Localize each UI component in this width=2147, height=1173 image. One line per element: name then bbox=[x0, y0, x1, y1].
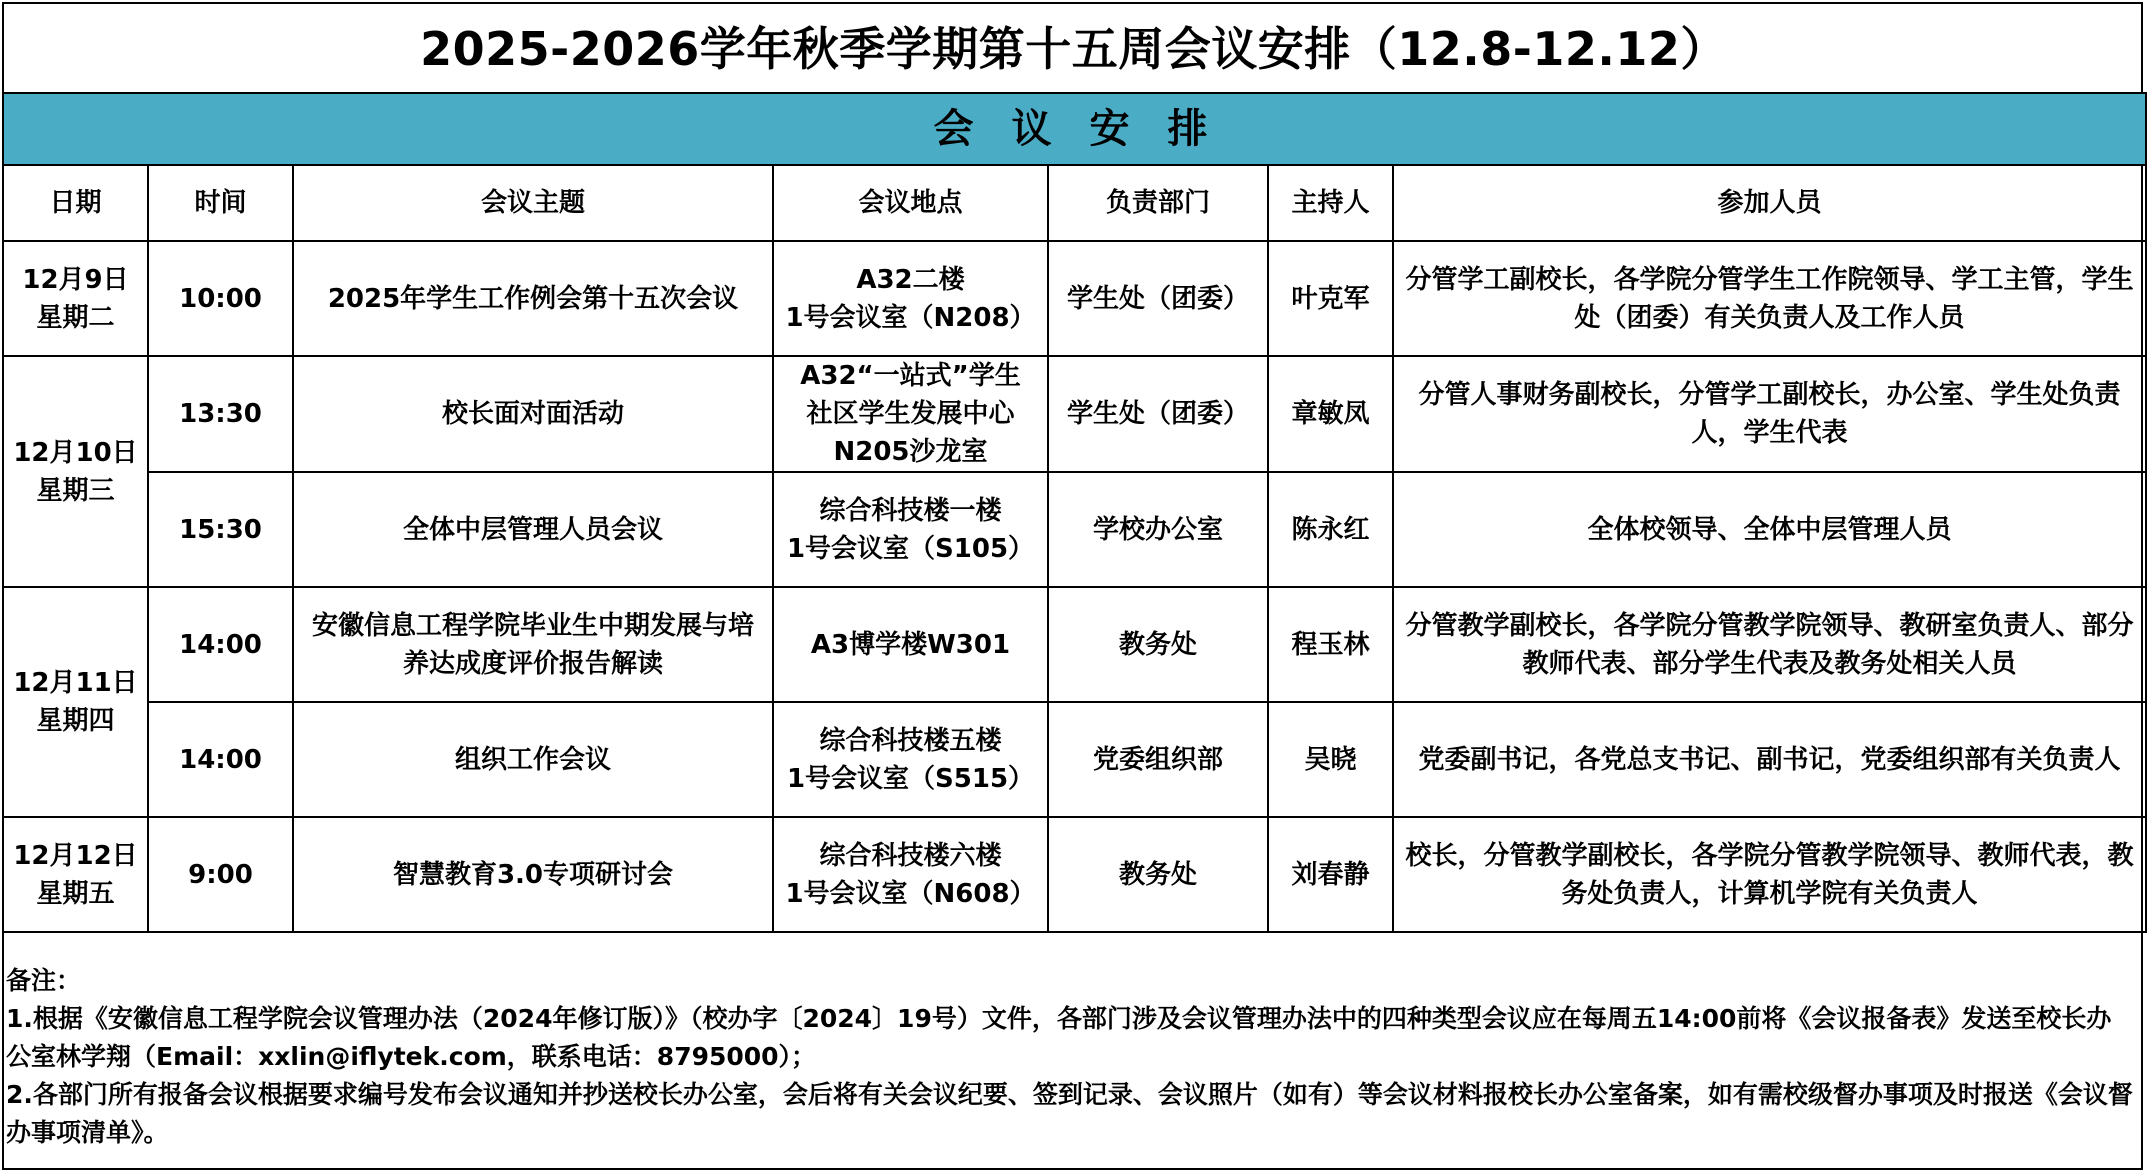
topic-cell: 安徽信息工程学院毕业生中期发展与培养达成度评价报告解读 bbox=[293, 587, 773, 702]
location-cell bbox=[773, 241, 1048, 356]
location-line: A3博学楼W301 bbox=[810, 629, 1011, 660]
table-header-row bbox=[3, 165, 2146, 241]
location-line: 社区学生发展中心 bbox=[806, 399, 1015, 429]
location-cell bbox=[773, 817, 1048, 932]
host-cell: 陈永红 bbox=[1268, 472, 1393, 587]
location-line: 1号会议室（N608） bbox=[785, 878, 1036, 909]
date-text: 12月10日 bbox=[13, 437, 138, 468]
header-date: 日期 bbox=[3, 165, 148, 241]
date-cell bbox=[3, 356, 148, 587]
page-title: 2025-2026学年秋季学期第十五周会议安排（12.8-12.12） bbox=[420, 22, 1727, 76]
table-row bbox=[3, 241, 2146, 356]
topic-cell: 智慧教育3.0专项研讨会 bbox=[293, 817, 773, 932]
time-cell: 14:00 bbox=[148, 587, 293, 702]
time-cell: 9:00 bbox=[148, 817, 293, 932]
weekday-text: 星期三 bbox=[36, 475, 115, 506]
location-line: 综合科技楼六楼 bbox=[819, 840, 1002, 871]
location-line: 1号会议室（S515） bbox=[786, 763, 1035, 794]
department-cell: 教务处 bbox=[1048, 587, 1268, 702]
date-text: 12月9日 bbox=[22, 264, 129, 295]
header-location: 会议地点 bbox=[773, 165, 1048, 241]
table-row bbox=[3, 587, 2146, 702]
attendees-cell: 校长，分管教学副校长，各学院分管教学院领导、教师代表，教务处负责人，计算机学院有关负责人 bbox=[1393, 817, 2146, 932]
date-cell bbox=[3, 241, 148, 356]
location-line: 综合科技楼五楼 bbox=[819, 725, 1002, 756]
host-cell: 章敏凤 bbox=[1268, 356, 1393, 472]
date-text: 12月11日 bbox=[13, 668, 138, 698]
department-cell: 学生处（团委） bbox=[1048, 356, 1268, 472]
location-line: A32二楼 bbox=[856, 264, 965, 295]
time-cell: 10:00 bbox=[148, 241, 293, 356]
date-cell bbox=[3, 587, 148, 817]
table-row bbox=[3, 356, 2146, 472]
header-host: 主持人 bbox=[1268, 165, 1393, 241]
location-cell bbox=[773, 472, 1048, 587]
host-cell: 刘春静 bbox=[1268, 817, 1393, 932]
date-cell bbox=[3, 817, 148, 932]
topic-cell: 组织工作会议 bbox=[293, 702, 773, 817]
host-cell: 吴晓 bbox=[1268, 702, 1393, 817]
topic-cell: 2025年学生工作例会第十五次会议 bbox=[293, 241, 773, 356]
section-banner: 会议安排 bbox=[3, 93, 2146, 165]
attendees-cell: 全体校领导、全体中层管理人员 bbox=[1393, 472, 2146, 587]
location-cell bbox=[773, 356, 1048, 472]
location-line: A32“一站式”学生 bbox=[800, 361, 1021, 391]
note-item: 2.各部门所有报备会议根据要求编号发布会议通知并抄送校长办公室，会后将有关会议纪要、签到记录、会议照片（如有）等会议材料报校长办公室备案，如有需校级督办事项及时报送《会议督办事项清单》。 bbox=[6, 1080, 2133, 1147]
weekday-text: 星期五 bbox=[36, 878, 115, 909]
location-line: N205沙龙室 bbox=[833, 437, 988, 467]
weekday-text: 星期二 bbox=[36, 302, 115, 333]
topic-cell: 全体中层管理人员会议 bbox=[293, 472, 773, 587]
table-row bbox=[3, 472, 2146, 587]
header-attendees: 参加人员 bbox=[1393, 165, 2146, 241]
host-cell: 程玉林 bbox=[1268, 587, 1393, 702]
topic-cell: 校长面对面活动 bbox=[293, 356, 773, 472]
date-text: 12月12日 bbox=[13, 840, 138, 871]
time-cell: 13:30 bbox=[148, 356, 293, 472]
location-line: 综合科技楼一楼 bbox=[819, 495, 1002, 526]
weekday-text: 星期四 bbox=[36, 706, 115, 736]
host-cell: 叶克军 bbox=[1268, 241, 1393, 356]
location-line: 1号会议室（N208） bbox=[785, 302, 1036, 333]
time-cell: 15:30 bbox=[148, 472, 293, 587]
department-cell: 党委组织部 bbox=[1048, 702, 1268, 817]
note-item: 1.根据《安徽信息工程学院会议管理办法（2024年修订版）》（校办字〔2024〕19号）文件，各部门涉及会议管理办法中的四种类型会议应在每周五14:00前将《会议报备表》发送至校长办公室林学翔（Email：xxlin@iflytek.com，联系电话：8795000）； bbox=[6, 1004, 2112, 1071]
header-topic: 会议主题 bbox=[293, 165, 773, 241]
schedule-table bbox=[2, 92, 2147, 933]
notes-heading: 备注： bbox=[6, 966, 82, 995]
department-cell: 学校办公室 bbox=[1048, 472, 1268, 587]
attendees-cell: 分管教学副校长，各学院分管教学院领导、教研室负责人、部分教师代表、部分学生代表及教务处相关人员 bbox=[1393, 587, 2146, 702]
attendees-cell: 党委副书记，各党总支书记、副书记，党委组织部有关负责人 bbox=[1393, 702, 2146, 817]
table-row bbox=[3, 817, 2146, 932]
attendees-cell: 分管人事财务副校长，分管学工副校长，办公室、学生处负责人，学生代表 bbox=[1393, 356, 2146, 472]
department-cell: 学生处（团委） bbox=[1048, 241, 1268, 356]
attendees-cell: 分管学工副校长，各学院分管学生工作院领导、学工主管，学生处（团委）有关负责人及工作人员 bbox=[1393, 241, 2146, 356]
header-time: 时间 bbox=[148, 165, 293, 241]
header-department: 负责部门 bbox=[1048, 165, 1268, 241]
location-cell bbox=[773, 587, 1048, 702]
department-cell: 教务处 bbox=[1048, 817, 1268, 932]
location-line: 1号会议室（S105） bbox=[786, 533, 1035, 564]
table-row bbox=[3, 702, 2146, 817]
notes-section bbox=[6, 962, 2136, 1152]
location-cell bbox=[773, 702, 1048, 817]
time-cell: 14:00 bbox=[148, 702, 293, 817]
